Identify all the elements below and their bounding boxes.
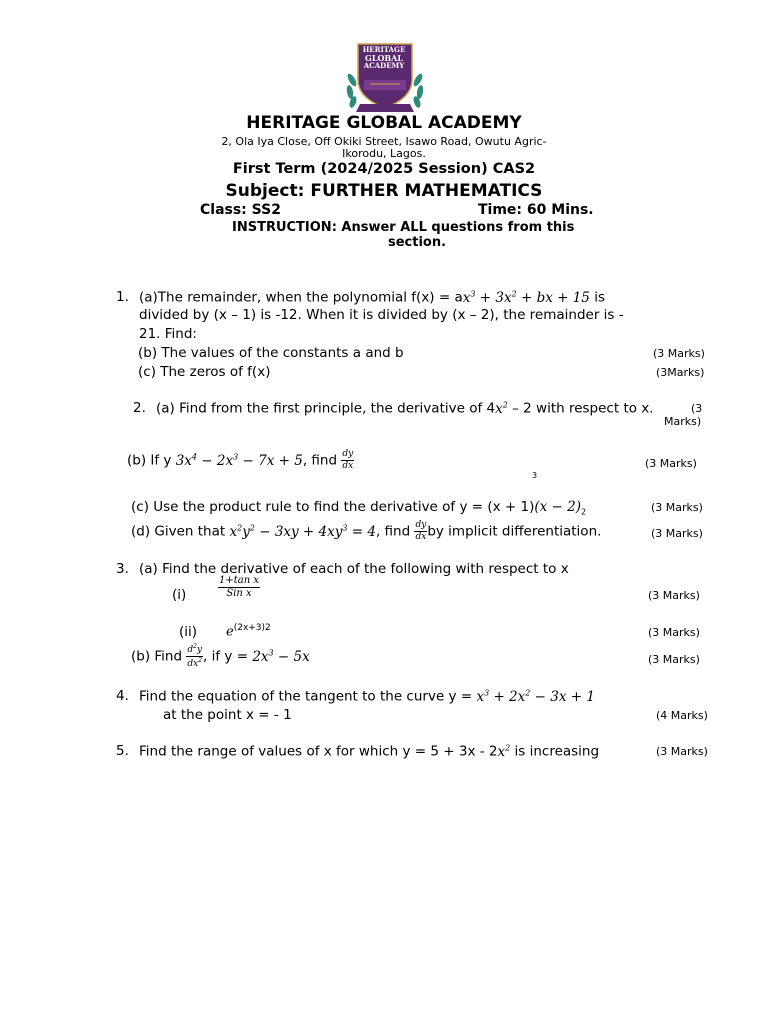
q2-b-math: $3x^4 - 2x^3 - 7x + 5$ bbox=[175, 452, 303, 469]
q1-a-line1 bbox=[139, 289, 605, 306]
q3-ii-label: (ii) bbox=[179, 624, 198, 640]
q2-c-marks: (3 Marks) bbox=[651, 501, 703, 514]
question-number: 3. bbox=[116, 561, 129, 577]
q3-ii-math: $e^{(2x+3)2}$ bbox=[226, 623, 271, 640]
q3-i-fraction: $\frac{\text{1+tan x}}{\text{Sin x}}$ bbox=[219, 575, 259, 599]
q3-a: (a) Find the derivative of each of the following with respect to x bbox=[139, 561, 569, 577]
q3-b-text: (b) Find bbox=[131, 648, 183, 665]
crest-text-line: HERITAGE bbox=[362, 45, 406, 54]
q3-b-math: $2x^3 - 5x$ bbox=[252, 648, 310, 665]
subject-title: Subject: FURTHER MATHEMATICS bbox=[225, 181, 543, 201]
q3-i-marks: (3 Marks) bbox=[648, 589, 700, 602]
time-label: Time: 60 Mins. bbox=[478, 202, 594, 218]
q2-a-text-end: – 2 with respect to x. bbox=[512, 400, 654, 417]
term-title: First Term (2024/2025 Session) CAS2 bbox=[232, 161, 536, 177]
q3-b-marks: (3 Marks) bbox=[648, 653, 700, 666]
dy-dx-fraction: $\frac{dy}{dx}$ bbox=[342, 449, 354, 471]
question-number: 5. bbox=[116, 743, 129, 759]
address-line-2: Ikorodu, Lagos. bbox=[342, 147, 426, 160]
q5-math: $x^2$ bbox=[497, 743, 511, 760]
q3-b bbox=[131, 644, 310, 669]
q1-b: (b) The values of the constants a and b bbox=[138, 345, 404, 361]
dy-dx-fraction: $\frac{dy}{dx}$ bbox=[415, 520, 427, 542]
q2-b-marks: (3 Marks) bbox=[645, 457, 697, 470]
q2-c-math: + $1)(x - 2)_2$ bbox=[504, 499, 587, 517]
q4-line2: at the point x = - 1 bbox=[163, 707, 292, 723]
q2-a-marks: (3 bbox=[691, 402, 703, 415]
q3-ii-marks: (3 Marks) bbox=[648, 626, 700, 639]
crest-text bbox=[0, 46, 768, 70]
question-number: 1. bbox=[116, 289, 129, 305]
q2-c bbox=[131, 499, 586, 517]
q2-d-text: (d) Given that bbox=[131, 523, 226, 540]
q2-a-text: (a) Find from the first principle, the derivative of 4 bbox=[156, 400, 496, 417]
q2-b-text-mid: , find bbox=[302, 452, 338, 469]
q1-a-text-end: is bbox=[594, 289, 605, 306]
school-name: HERITAGE GLOBAL ACADEMY bbox=[246, 113, 522, 133]
q2-d-math: $x^2y^2 - 3xy + 4xy^3 = 4$ bbox=[229, 523, 376, 540]
q4-math: $x^3 + 2x^2 - 3x + 1$ bbox=[476, 688, 595, 705]
question-number: 2. bbox=[133, 400, 146, 416]
q2-b-text: (b) If y bbox=[127, 452, 172, 469]
q2-d-text-mid: , find bbox=[375, 523, 411, 540]
instruction-line-2: section. bbox=[388, 235, 447, 250]
q4-line1 bbox=[139, 688, 595, 705]
q2-d-text-end: by implicit differentiation. bbox=[427, 523, 602, 540]
d2y-dx2-fraction: $\frac{d^2y}{dx^2}$ bbox=[187, 643, 203, 669]
question-number: 4. bbox=[116, 688, 129, 704]
q4-marks: (4 Marks) bbox=[656, 709, 708, 722]
q5-text-end: is increasing bbox=[514, 743, 600, 760]
crest-text-line: ACADEMY bbox=[363, 61, 405, 70]
q1-c: (c) The zeros of f(x) bbox=[138, 364, 271, 380]
q1-polynomial: $x^3 + 3x^2$ + bx + 15 bbox=[462, 289, 590, 306]
q1-a-line2: divided by (x – 1) is -12. When it is divided by (x – 2), the remainder is - bbox=[139, 307, 624, 323]
q2-d bbox=[131, 521, 601, 542]
q5-text: Find the range of values of x for which y = 5 + 3x - 2 bbox=[139, 743, 498, 760]
q1-a-line3: 21. Find: bbox=[139, 326, 197, 342]
q1-b-marks: (3 Marks) bbox=[653, 347, 705, 360]
q2-b bbox=[127, 450, 354, 471]
q2-a-math: $x^2$ bbox=[495, 400, 508, 417]
q5-marks: (3 Marks) bbox=[656, 745, 708, 758]
q1-a-text: (a)The remainder, when the polynomial f(x) = a bbox=[139, 289, 463, 306]
q2-c-text: (c) Use the product rule to find the derivative of y = (x bbox=[131, 499, 501, 515]
crest-text-line: GLOBAL bbox=[364, 53, 404, 63]
stray-superscript: 3 bbox=[532, 471, 538, 480]
class-label: Class: SS2 bbox=[200, 202, 281, 218]
q3-b-text-end: , if y = bbox=[203, 648, 249, 665]
address-line-1: 2, Ola Iya Close, Off Okiki Street, Isawo Road, Owutu Agric- bbox=[221, 135, 547, 148]
q5-text-line bbox=[139, 743, 599, 760]
q3-i-label: (i) bbox=[172, 587, 187, 603]
q4-text: Find the equation of the tangent to the curve y = bbox=[139, 688, 473, 705]
q2-a bbox=[156, 400, 654, 417]
instruction-line-1: INSTRUCTION: Answer ALL questions from this bbox=[232, 220, 575, 235]
q2-a-marks-cont: Marks) bbox=[664, 415, 702, 428]
q1-c-marks: (3Marks) bbox=[656, 366, 705, 379]
q2-d-marks: (3 Marks) bbox=[651, 527, 703, 540]
